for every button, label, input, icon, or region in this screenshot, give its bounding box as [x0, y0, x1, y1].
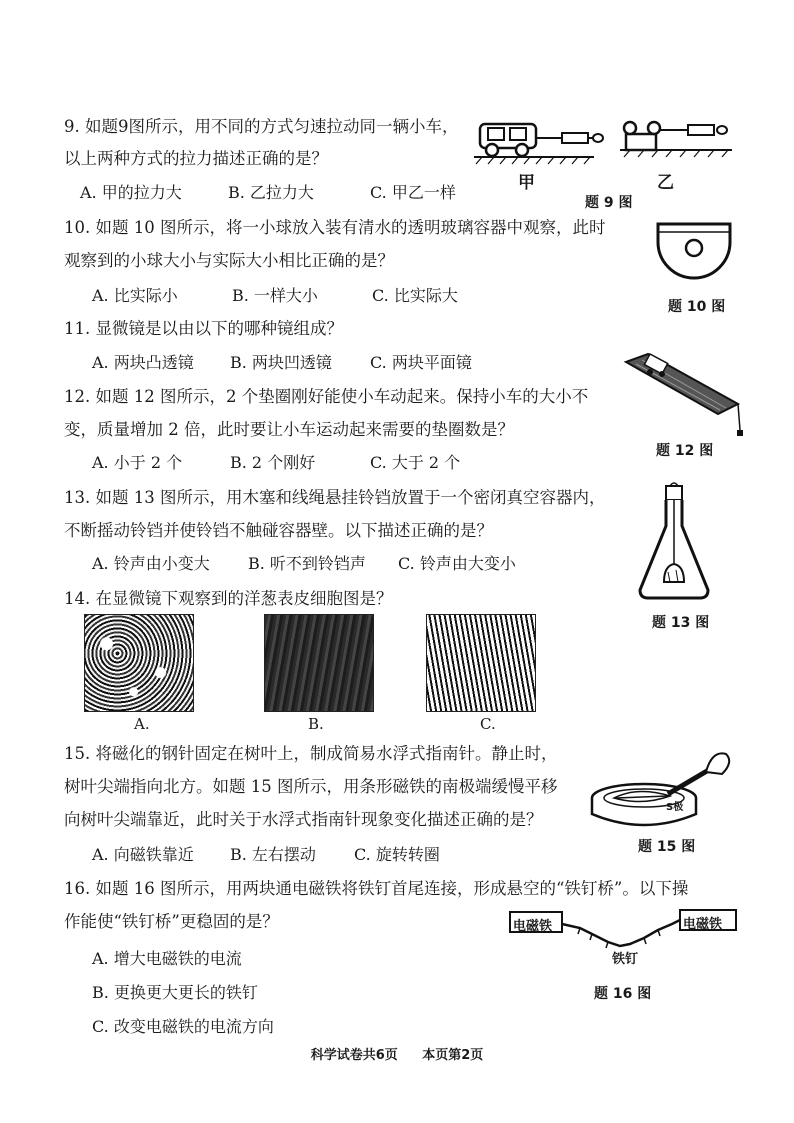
q9-caption: 题 9 图	[585, 195, 633, 211]
q16-label-left: 电磁铁	[513, 919, 553, 934]
q15-line3: 向树叶尖端靠近，此时关于水浮式指南针现象变化描述正确的是？	[64, 810, 543, 829]
q9-line1: 9. 如题9图所示，用不同的方式匀速拉动同一辆小车，	[64, 117, 459, 136]
q11-option-a[interactable]: A. 两块凸透镜	[92, 353, 194, 372]
q9-option-c[interactable]: C. 甲乙一样	[370, 183, 456, 202]
q10-line1: 10. 如题 10 图所示，将一小球放入装有清水的透明玻璃容器中观察，此时	[64, 218, 606, 237]
q9-option-a[interactable]: A. 甲的拉力大	[80, 183, 182, 202]
q13-caption: 题 13 图	[652, 615, 710, 631]
q15-caption: 题 15 图	[638, 839, 696, 855]
q14-image-a[interactable]	[84, 614, 194, 712]
q13-option-c[interactable]: C. 铃声由大变小	[398, 554, 516, 573]
q11-option-b[interactable]: B. 两块凹透镜	[230, 353, 332, 372]
label-yi: 乙	[657, 173, 674, 193]
q14-line1: 14. 在显微镜下观察到的洋葱表皮细胞图是？	[64, 589, 393, 608]
q10-option-b[interactable]: B. 一样大小	[232, 286, 318, 305]
q12-option-c[interactable]: C. 大于 2 个	[370, 453, 461, 472]
q16-option-c[interactable]: C. 改变电磁铁的电流方向	[92, 1017, 274, 1036]
q9-line2: 以上两种方式的拉力描述正确的是？	[64, 149, 328, 168]
q16-option-a[interactable]: A. 增大电磁铁的电流	[92, 949, 242, 968]
q15-line1: 15. 将磁化的钢针固定在树叶上，制成简易水浮式指南针。静止时，	[64, 744, 558, 763]
cart-jia-image	[474, 124, 603, 164]
q14-option-c[interactable]: C.	[480, 715, 496, 733]
q10-option-c[interactable]: C. 比实际大	[372, 286, 458, 305]
q13-line2: 不断摇动铃铛并使铃铛不触碰容器壁。以下描述正确的是？	[64, 521, 493, 540]
q15-option-a[interactable]: A. 向磁铁靠近	[92, 845, 194, 864]
q10-caption: 题 10 图	[668, 299, 726, 315]
q9-figure	[474, 108, 744, 188]
page-footer	[0, 1044, 794, 1063]
q12-option-a[interactable]: A. 小于 2 个	[92, 453, 183, 472]
label-jia: 甲	[518, 173, 535, 193]
q15-option-c[interactable]: C. 旋转转圈	[354, 845, 440, 864]
q10-option-a[interactable]: A. 比实际小	[92, 286, 178, 305]
q16-caption: 题 16 图	[594, 986, 652, 1002]
footer-total-pages: 科学试卷共6页	[310, 1048, 398, 1063]
q13-flask-image	[634, 482, 714, 604]
q14-option-b[interactable]: B.	[308, 715, 324, 733]
q12-option-b[interactable]: B. 2 个刚好	[230, 453, 316, 472]
q16-label-nail: 铁钉	[612, 952, 639, 967]
q14-image-b[interactable]	[264, 614, 374, 712]
q14-option-a[interactable]: A.	[134, 715, 150, 733]
q13-option-b[interactable]: B. 听不到铃铛声	[248, 554, 366, 573]
q13-line1: 13. 如题 13 图所示，用木塞和线绳悬挂铃铛放置于一个密闭真空容器内，	[64, 488, 606, 507]
q15-line2: 树叶尖端指向北方。如题 15 图所示，用条形磁铁的南极端缓慢平移	[64, 777, 558, 796]
q14-image-c[interactable]	[426, 614, 536, 712]
q10-line2: 观察到的小球大小与实际大小相比正确的是？	[64, 251, 394, 270]
q16-option-b[interactable]: B. 更换更大更长的铁钉	[92, 983, 258, 1002]
q15-magnet-label: S极	[666, 802, 684, 813]
q15-compass-image	[588, 744, 738, 832]
q9-option-b[interactable]: B. 乙拉力大	[228, 183, 314, 202]
q12-line1: 12. 如题 12 图所示，2 个垫圈刚好能使小车动起来。保持小车的大小不	[64, 387, 589, 406]
q12-ramp-image	[622, 350, 746, 442]
q12-caption: 题 12 图	[656, 443, 714, 459]
q16-label-right: 电磁铁	[683, 917, 723, 932]
q16-line1: 16. 如题 16 图所示，用两块通电磁铁将铁钉首尾连接，形成悬空的“铁钉桥”。以下操	[64, 879, 689, 898]
q15-option-b[interactable]: B. 左右摆动	[230, 845, 316, 864]
q13-option-a[interactable]: A. 铃声由小变大	[92, 554, 210, 573]
cart-yi-image	[620, 122, 732, 157]
q12-line2: 变，质量增加 2 倍，此时要让小车运动起来需要的垫圈数是？	[64, 420, 514, 439]
q10-container-image	[652, 212, 736, 288]
footer-page-number: 本页第2页	[422, 1048, 484, 1063]
q11-option-c[interactable]: C. 两块平面镜	[370, 353, 472, 372]
q16-line2: 作能使“铁钉桥”更稳固的是？	[64, 912, 279, 931]
q11-line1: 11. 显微镜是以由以下的哪种镜组成？	[64, 319, 343, 338]
